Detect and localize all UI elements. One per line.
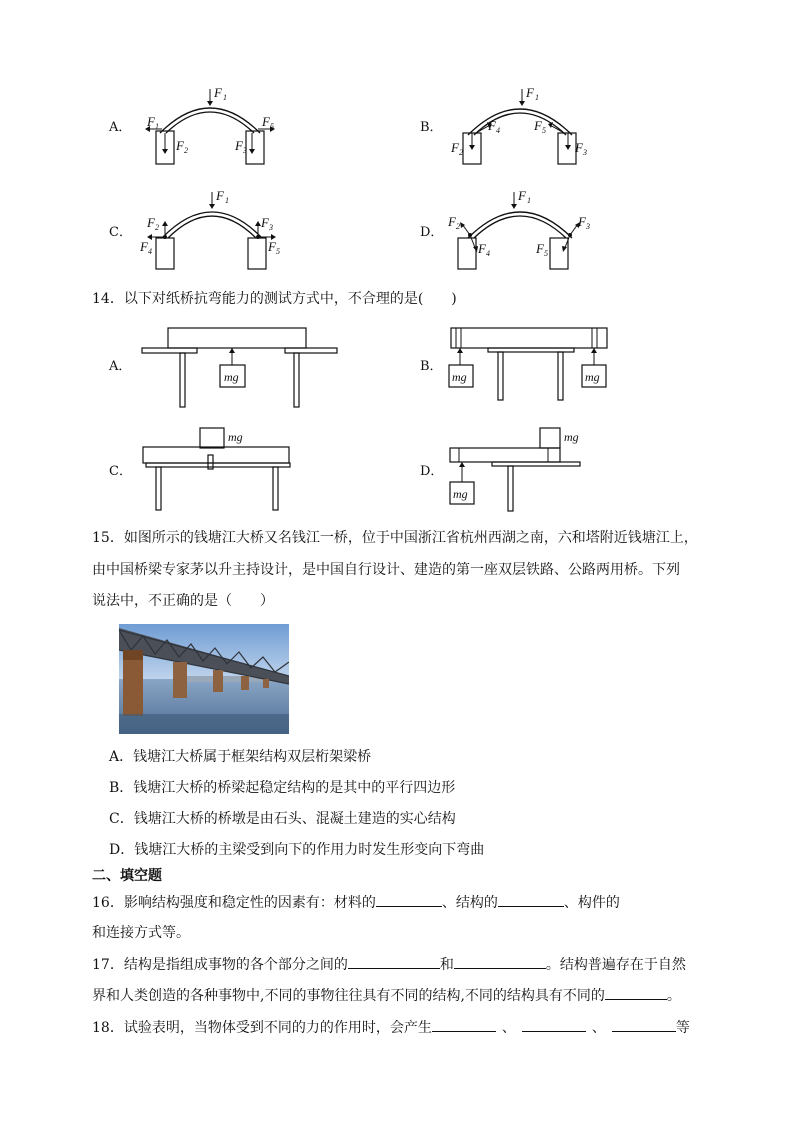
weight-label: mg xyxy=(453,487,468,501)
q15-stem-line2: 由中国桥梁专家茅以升主持设计，是中国自行设计、建造的第一座双层铁路、公路两用桥。下列 xyxy=(92,562,680,578)
q18-blank-2[interactable] xyxy=(522,1017,586,1032)
label-f: F xyxy=(526,85,534,100)
q17-line2 xyxy=(92,985,681,1006)
q17-line1 xyxy=(92,954,686,975)
q16-part3: 、构件的 xyxy=(563,895,620,911)
weight-label: mg xyxy=(452,370,467,384)
label-sub: 3 xyxy=(583,148,587,157)
label-sub: 1 xyxy=(527,196,531,205)
label-f: F xyxy=(176,138,184,153)
label-f: F xyxy=(534,118,542,133)
label-sub: 1 xyxy=(535,93,539,102)
label-sub: 3 xyxy=(243,146,247,155)
q15-option-b: B．钱塘江大桥的桥梁起稳定结构的是其中的平行四边形 xyxy=(109,780,456,796)
qiantang-bridge-photo xyxy=(119,624,289,734)
q18-line1 xyxy=(92,1017,690,1038)
label-f: F xyxy=(451,140,459,155)
q16-line1 xyxy=(92,892,620,913)
q17-blank-3[interactable] xyxy=(605,985,667,1000)
q18-blank-3[interactable] xyxy=(612,1017,676,1032)
weight-label: mg xyxy=(228,430,243,444)
label-f: F xyxy=(448,214,456,229)
q15-option-d: D．钱塘江大桥的主梁受到向下的作用力时发生形变向下弯曲 xyxy=(109,842,485,858)
q16-line2: 和连接方式等。 xyxy=(92,925,190,941)
q13-option-d-letter: D． xyxy=(420,225,444,240)
q13-option-b-letter: B． xyxy=(420,120,443,135)
label-sub: 3 xyxy=(586,222,590,231)
q17-part1: 17．结构是指组成事物的各个部分之间的 xyxy=(92,957,348,973)
q13-option-b-diagram xyxy=(448,85,598,170)
label-f: F xyxy=(214,85,222,100)
q18-blank-1[interactable] xyxy=(432,1017,496,1032)
label-f: F xyxy=(235,138,243,153)
label-sub: 5 xyxy=(542,126,546,135)
q17-part3: 。结构普遍存在于自然 xyxy=(545,957,686,973)
q14-option-a-diagram xyxy=(140,325,340,410)
label-f: F xyxy=(140,239,148,254)
q13-option-d-diagram xyxy=(448,188,598,273)
label-f: F xyxy=(268,239,276,254)
q16-blank-1[interactable] xyxy=(376,892,442,907)
label-f: F xyxy=(216,188,224,203)
q13-option-a-diagram xyxy=(140,85,290,170)
q14-option-c-letter: C． xyxy=(109,464,132,479)
label-f: F xyxy=(488,118,496,133)
q17-blank-1[interactable] xyxy=(348,954,440,969)
weight-label: mg xyxy=(224,370,239,384)
q13-option-a-letter: A． xyxy=(109,120,132,135)
q13-option-c-letter: C． xyxy=(109,225,132,240)
q14-option-c-diagram xyxy=(140,425,295,515)
q18-end: 等 xyxy=(675,1020,690,1036)
label-sub: 5 xyxy=(270,122,274,131)
q14-option-d-diagram xyxy=(448,425,588,515)
q15-option-c: C．钱塘江大桥的桥墩是由石头、混凝土建造的实心结构 xyxy=(109,811,456,827)
label-sub: 2 xyxy=(459,148,463,157)
q18-part1: 18．试验表明，当物体受到不同的力的作用时，会产生 xyxy=(92,1020,432,1036)
q14-stem: 14．以下对纸桥抗弯能力的测试方式中，不合理的是( ) xyxy=(92,291,457,307)
q15-option-a: A．钱塘江大桥属于框架结构双层桁架梁桥 xyxy=(109,749,372,765)
label-f: F xyxy=(478,241,486,256)
q16-blank-2[interactable] xyxy=(498,892,564,907)
q18-sep-1: 、 xyxy=(501,1020,516,1036)
label-f: F xyxy=(147,114,155,129)
label-sub: 4 xyxy=(496,126,500,135)
label-f: F xyxy=(518,188,526,203)
label-sub: 4 xyxy=(148,247,152,256)
label-f: F xyxy=(147,215,155,230)
label-sub: 3 xyxy=(269,223,273,232)
q14-option-b-letter: B． xyxy=(420,359,443,374)
label-sub: 1 xyxy=(223,93,227,102)
label-sub: 2 xyxy=(155,223,159,232)
section-title: 二、填空题 xyxy=(92,868,162,884)
label-sub: 5 xyxy=(544,249,548,258)
q14-option-a-letter: A． xyxy=(109,359,132,374)
label-f: F xyxy=(575,140,583,155)
q15-stem-line1: 15．如图所示的钱塘江大桥又名钱江一桥，位于中国浙江省杭州西湖之南，六和塔附近钱塘江上， xyxy=(92,530,698,546)
label-sub: 1 xyxy=(225,196,229,205)
label-sub: 5 xyxy=(276,247,280,256)
q17-blank-2[interactable] xyxy=(454,954,546,969)
q17-line2-end: 。 xyxy=(666,988,681,1004)
weight-label: mg xyxy=(585,370,600,384)
label-sub: 2 xyxy=(184,146,188,155)
q14-option-b-diagram xyxy=(448,325,613,410)
label-sub: 4 xyxy=(486,249,490,258)
q17-part2: 和 xyxy=(439,957,454,973)
q18-sep-2: 、 xyxy=(591,1020,606,1036)
label-f: F xyxy=(578,214,586,229)
label-f: F xyxy=(261,215,269,230)
weight-label: mg xyxy=(564,430,579,444)
q16-part1: 16．影响结构强度和稳定性的因素有：材料的 xyxy=(92,895,376,911)
label-sub: 1 xyxy=(155,122,159,131)
q16-part2: 、结构的 xyxy=(441,895,498,911)
label-f: F xyxy=(536,241,544,256)
q17-line2-text: 界和人类创造的各种事物中,不同的事物往往具有不同的结构,不同的结构具有不同的 xyxy=(92,988,605,1004)
label-f: F xyxy=(262,114,270,129)
label-sub: 2 xyxy=(456,222,460,231)
q13-option-c-diagram xyxy=(140,188,290,273)
q15-stem-line3: 说法中，不正确的是（ ） xyxy=(92,593,274,609)
q14-option-d-letter: D． xyxy=(420,464,444,479)
